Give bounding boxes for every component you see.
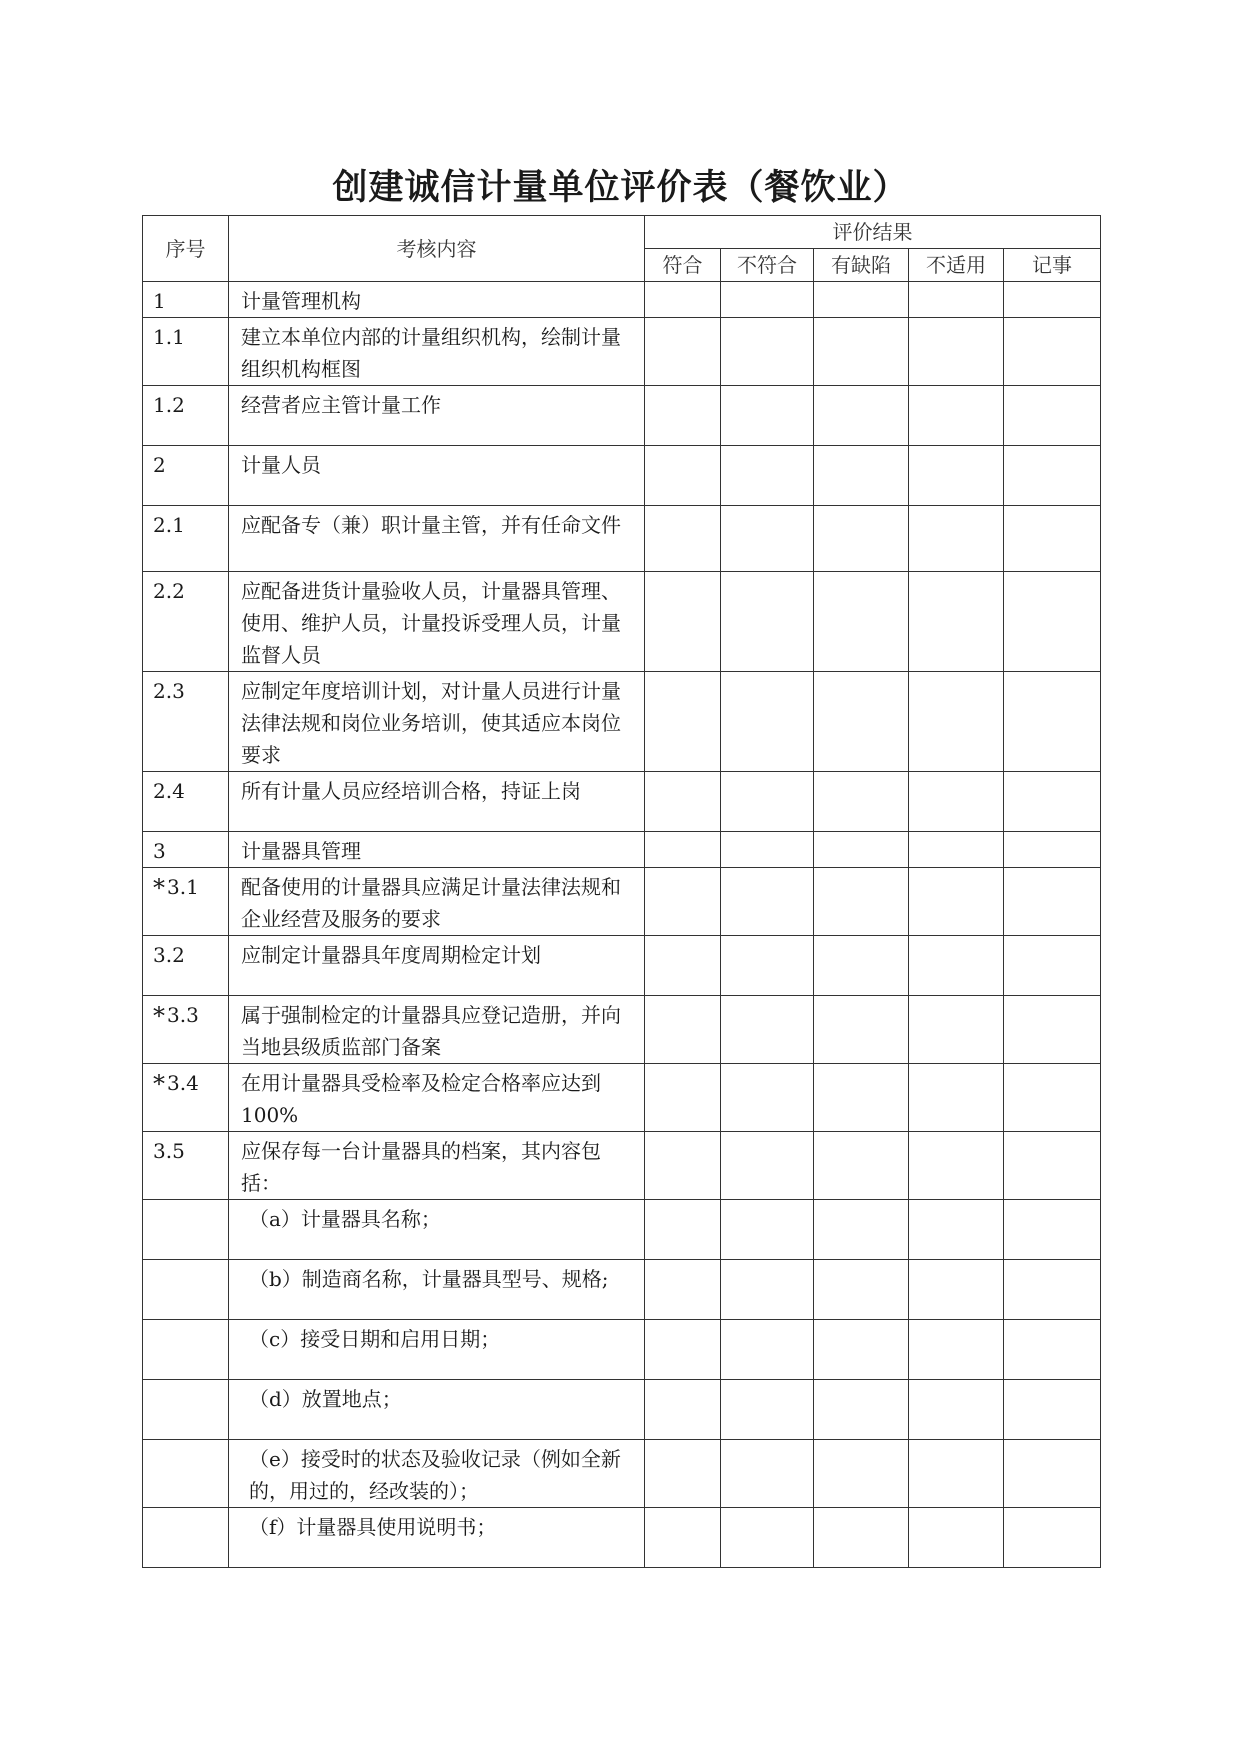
- row-number: 3.2: [143, 936, 229, 996]
- cell-nonconform[interactable]: [721, 1508, 814, 1568]
- table-row: [143, 996, 1101, 1064]
- table-row: [143, 1064, 1101, 1132]
- cell-conform[interactable]: [645, 386, 721, 446]
- table-row: [143, 1380, 1101, 1440]
- row-number: 3.4: [167, 1071, 199, 1095]
- cell-notes[interactable]: [1004, 1508, 1101, 1568]
- row-content: 经营者应主管计量工作: [229, 386, 645, 446]
- cell-nonconform[interactable]: [721, 1260, 814, 1320]
- header-col-na: 不适用: [909, 249, 1004, 282]
- cell-defect[interactable]: [814, 772, 909, 832]
- row-content: 计量器具管理: [229, 832, 645, 868]
- row-number: [143, 1380, 229, 1440]
- cell-na[interactable]: [909, 936, 1004, 996]
- cell-defect[interactable]: [814, 832, 909, 868]
- header-col-conform: 符合: [645, 249, 721, 282]
- table-row: [143, 506, 1101, 572]
- table-row: [143, 386, 1101, 446]
- cell-nonconform[interactable]: [721, 446, 814, 506]
- cell-notes[interactable]: [1004, 868, 1101, 936]
- cell-defect[interactable]: [814, 446, 909, 506]
- row-content: （f）计量器具使用说明书；: [249, 1515, 497, 1539]
- cell-conform[interactable]: [645, 868, 721, 936]
- cell-conform[interactable]: [645, 772, 721, 832]
- cell-conform[interactable]: [645, 318, 721, 386]
- row-content-cell: [229, 1508, 645, 1568]
- cell-defect[interactable]: [814, 318, 909, 386]
- cell-na[interactable]: [909, 282, 1004, 318]
- row-content: 应保存每一台计量器具的档案，其内容包括：: [229, 1132, 645, 1200]
- cell-conform[interactable]: [645, 506, 721, 572]
- cell-conform[interactable]: [645, 282, 721, 318]
- cell-conform[interactable]: [645, 572, 721, 672]
- row-number: 2.1: [143, 506, 229, 572]
- table-row: [143, 572, 1101, 672]
- cell-notes[interactable]: [1004, 1132, 1101, 1200]
- cell-conform[interactable]: [645, 1064, 721, 1132]
- row-number: 3.1: [167, 875, 199, 899]
- header-seq: 序号: [143, 216, 229, 282]
- cell-na[interactable]: [909, 868, 1004, 936]
- row-number: 2: [143, 446, 229, 506]
- cell-na[interactable]: [909, 318, 1004, 386]
- row-number: 1: [143, 282, 229, 318]
- table-row: [143, 936, 1101, 996]
- key-item-star: *: [153, 1070, 165, 1098]
- row-content: （c）接受日期和启用日期；: [249, 1327, 501, 1351]
- row-number-cell: [143, 1064, 229, 1132]
- cell-na[interactable]: [909, 386, 1004, 446]
- cell-conform[interactable]: [645, 1380, 721, 1440]
- cell-defect[interactable]: [814, 1508, 909, 1568]
- cell-defect[interactable]: [814, 672, 909, 772]
- header-col-defect: 有缺陷: [814, 249, 909, 282]
- cell-nonconform[interactable]: [721, 868, 814, 936]
- cell-nonconform[interactable]: [721, 832, 814, 868]
- row-content-cell: [229, 1200, 645, 1260]
- row-number: [143, 1508, 229, 1568]
- row-content: 应制定计量器具年度周期检定计划: [229, 936, 645, 996]
- cell-notes[interactable]: [1004, 772, 1101, 832]
- cell-notes[interactable]: [1004, 936, 1101, 996]
- cell-defect[interactable]: [814, 868, 909, 936]
- cell-notes[interactable]: [1004, 386, 1101, 446]
- cell-nonconform[interactable]: [721, 386, 814, 446]
- row-content: （b）制造商名称，计量器具型号、规格;: [249, 1267, 609, 1291]
- cell-nonconform[interactable]: [721, 506, 814, 572]
- row-number: 1.1: [143, 318, 229, 386]
- cell-nonconform[interactable]: [721, 1132, 814, 1200]
- row-number: 2.3: [143, 672, 229, 772]
- cell-nonconform[interactable]: [721, 318, 814, 386]
- cell-na[interactable]: [909, 672, 1004, 772]
- table-row: [143, 672, 1101, 772]
- cell-na[interactable]: [909, 1132, 1004, 1200]
- cell-na[interactable]: [909, 772, 1004, 832]
- page-title: 创建诚信计量单位评价表（餐饮业）: [332, 167, 909, 208]
- row-content-cell: [229, 1380, 645, 1440]
- row-content: 建立本单位内部的计量组织机构，绘制计量组织机构框图: [229, 318, 645, 386]
- cell-conform[interactable]: [645, 672, 721, 772]
- row-content-cell: [229, 1260, 645, 1320]
- cell-notes[interactable]: [1004, 506, 1101, 572]
- cell-conform[interactable]: [645, 936, 721, 996]
- cell-na[interactable]: [909, 1320, 1004, 1380]
- evaluation-table: [142, 215, 1101, 1568]
- cell-nonconform[interactable]: [721, 996, 814, 1064]
- row-number: [143, 1260, 229, 1320]
- table-row: [143, 1132, 1101, 1200]
- cell-notes[interactable]: [1004, 446, 1101, 506]
- cell-conform[interactable]: [645, 1132, 721, 1200]
- cell-defect[interactable]: [814, 1260, 909, 1320]
- cell-nonconform[interactable]: [721, 672, 814, 772]
- table-row: [143, 1508, 1101, 1568]
- cell-defect[interactable]: [814, 1064, 909, 1132]
- row-number: [143, 1440, 229, 1508]
- key-item-star: *: [153, 1002, 165, 1030]
- cell-nonconform[interactable]: [721, 282, 814, 318]
- cell-defect[interactable]: [814, 506, 909, 572]
- row-content: 计量管理机构: [229, 282, 645, 318]
- row-content: 应制定年度培训计划，对计量人员进行计量法律法规和岗位业务培训，使其适应本岗位要求: [229, 672, 645, 772]
- cell-notes[interactable]: [1004, 1260, 1101, 1320]
- row-number: [143, 1200, 229, 1260]
- row-number: [143, 1320, 229, 1380]
- cell-notes[interactable]: [1004, 572, 1101, 672]
- row-content-cell: [229, 1320, 645, 1380]
- cell-na[interactable]: [909, 996, 1004, 1064]
- table-row: [143, 1320, 1101, 1380]
- cell-na[interactable]: [909, 1064, 1004, 1132]
- cell-defect[interactable]: [814, 282, 909, 318]
- cell-conform[interactable]: [645, 832, 721, 868]
- cell-notes[interactable]: [1004, 672, 1101, 772]
- table-row: [143, 832, 1101, 868]
- cell-notes[interactable]: [1004, 1320, 1101, 1380]
- cell-nonconform[interactable]: [721, 1440, 814, 1508]
- cell-conform[interactable]: [645, 1440, 721, 1508]
- row-number: 3.5: [143, 1132, 229, 1200]
- table-row: [143, 1200, 1101, 1260]
- cell-defect[interactable]: [814, 1200, 909, 1260]
- cell-na[interactable]: [909, 1380, 1004, 1440]
- row-content: 配备使用的计量器具应满足计量法律法规和企业经营及服务的要求: [229, 868, 645, 936]
- cell-notes[interactable]: [1004, 1064, 1101, 1132]
- row-content: （d）放置地点；: [249, 1387, 402, 1411]
- cell-conform[interactable]: [645, 446, 721, 506]
- cell-nonconform[interactable]: [721, 1320, 814, 1380]
- cell-na[interactable]: [909, 832, 1004, 868]
- cell-defect[interactable]: [814, 936, 909, 996]
- cell-nonconform[interactable]: [721, 1380, 814, 1440]
- table-row: [143, 772, 1101, 832]
- row-content-cell: [229, 1440, 645, 1508]
- cell-na[interactable]: [909, 572, 1004, 672]
- cell-na[interactable]: [909, 506, 1004, 572]
- cell-na[interactable]: [909, 446, 1004, 506]
- cell-na[interactable]: [909, 1260, 1004, 1320]
- cell-nonconform[interactable]: [721, 1064, 814, 1132]
- table-row: [143, 318, 1101, 386]
- header-result: 评价结果: [645, 216, 1101, 249]
- cell-conform[interactable]: [645, 1200, 721, 1260]
- row-content: 所有计量人员应经培训合格，持证上岗: [229, 772, 645, 832]
- cell-conform[interactable]: [645, 1508, 721, 1568]
- cell-defect[interactable]: [814, 1320, 909, 1380]
- row-content: 计量人员: [229, 446, 645, 506]
- cell-defect[interactable]: [814, 1132, 909, 1200]
- header-col-nonconform: 不符合: [721, 249, 814, 282]
- cell-notes[interactable]: [1004, 318, 1101, 386]
- cell-defect[interactable]: [814, 386, 909, 446]
- header-col-notes: 记事: [1004, 249, 1101, 282]
- table-row: [143, 1260, 1101, 1320]
- cell-nonconform[interactable]: [721, 772, 814, 832]
- row-content: 在用计量器具受检率及检定合格率应达到 100%: [229, 1064, 645, 1132]
- row-content: 应配备进货计量验收人员，计量器具管理、使用、维护人员，计量投诉受理人员，计量监督人员: [229, 572, 645, 672]
- row-number-cell: [143, 868, 229, 936]
- row-content: 应配备专（兼）职计量主管，并有任命文件: [229, 506, 645, 572]
- header-content: 考核内容: [229, 216, 645, 282]
- table-row: [143, 868, 1101, 936]
- row-number: 2.2: [143, 572, 229, 672]
- cell-notes[interactable]: [1004, 1440, 1101, 1508]
- cell-defect[interactable]: [814, 1380, 909, 1440]
- cell-nonconform[interactable]: [721, 572, 814, 672]
- cell-notes[interactable]: [1004, 282, 1101, 318]
- cell-na[interactable]: [909, 1508, 1004, 1568]
- cell-defect[interactable]: [814, 996, 909, 1064]
- cell-conform[interactable]: [645, 996, 721, 1064]
- cell-notes[interactable]: [1004, 1200, 1101, 1260]
- table-row: [143, 446, 1101, 506]
- cell-notes[interactable]: [1004, 1380, 1101, 1440]
- cell-notes[interactable]: [1004, 832, 1101, 868]
- cell-nonconform[interactable]: [721, 936, 814, 996]
- cell-na[interactable]: [909, 1200, 1004, 1260]
- row-content: （e）接受时的状态及验收记录（例如全新的，用过的，经改装的）；: [249, 1447, 621, 1503]
- cell-nonconform[interactable]: [721, 1200, 814, 1260]
- table-row: [143, 1440, 1101, 1508]
- cell-notes[interactable]: [1004, 996, 1101, 1064]
- row-number: 1.2: [143, 386, 229, 446]
- row-content: （a）计量器具名称；: [249, 1207, 441, 1231]
- row-number-cell: [143, 996, 229, 1064]
- cell-defect[interactable]: [814, 1440, 909, 1508]
- key-item-star: *: [153, 874, 165, 902]
- cell-conform[interactable]: [645, 1320, 721, 1380]
- cell-conform[interactable]: [645, 1260, 721, 1320]
- header-row-top: [143, 216, 1101, 249]
- row-number: 3: [143, 832, 229, 868]
- cell-na[interactable]: [909, 1440, 1004, 1508]
- row-number: 3.3: [167, 1003, 199, 1027]
- table-row: [143, 282, 1101, 318]
- row-number: 2.4: [143, 772, 229, 832]
- cell-defect[interactable]: [814, 572, 909, 672]
- row-content: 属于强制检定的计量器具应登记造册，并向当地县级质监部门备案: [229, 996, 645, 1064]
